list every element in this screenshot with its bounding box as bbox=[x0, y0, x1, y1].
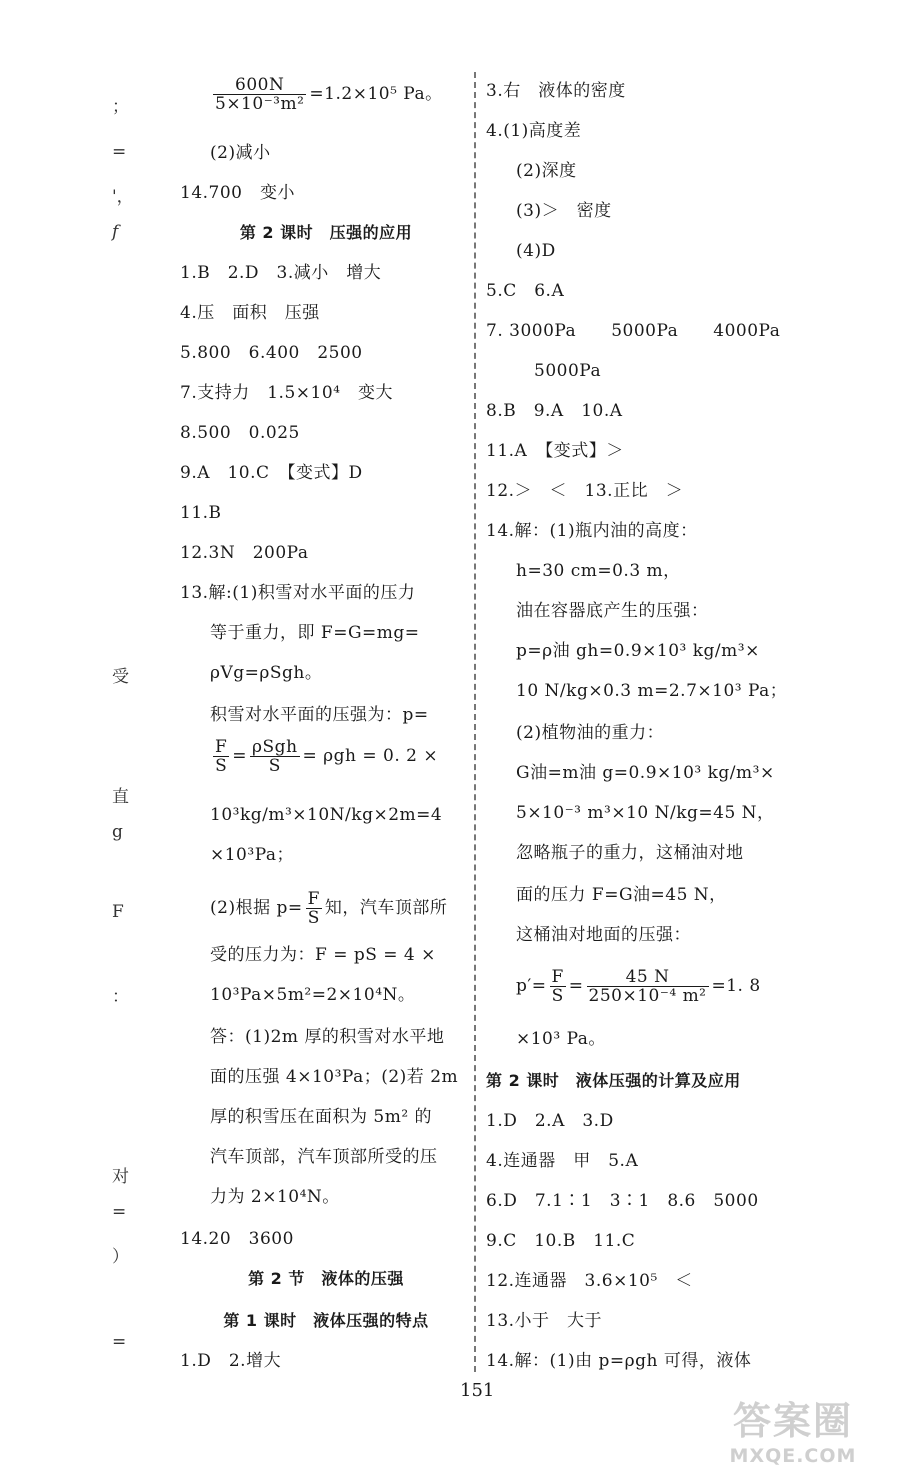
answer-line: $\frac{600N}{\text{5×10⁻³m²}}$ =1.2×10⁵ Pa。 bbox=[215, 75, 443, 114]
margin-fragment: g bbox=[112, 822, 123, 842]
answer-line: 1.B 2.D 3.减小 增大 bbox=[180, 263, 382, 283]
answer-line: 14.700 变小 bbox=[180, 183, 295, 203]
answer-line: 14.20 3600 bbox=[180, 1229, 294, 1249]
answer-line: (4)D bbox=[516, 241, 556, 261]
answer-line: 4.压 面积 压强 bbox=[180, 303, 320, 323]
answer-line: 11.A 【变式】＞ bbox=[486, 441, 624, 461]
fraction: $\frac{F}{S}$ bbox=[215, 737, 228, 776]
answer-line: h=30 cm=0.3 m， bbox=[516, 561, 681, 581]
answer-line: 14.解：(1)由 p=ρgh 可得，液体 bbox=[486, 1351, 752, 1371]
answer-line: 等于重力，即 F=G=mg= bbox=[210, 623, 420, 643]
margin-fragment: = bbox=[112, 142, 127, 162]
answer-line: p=ρ油 gh=0.9×10³ kg/m³× bbox=[516, 641, 760, 661]
answer-line: 3.右 液体的密度 bbox=[486, 81, 626, 101]
answer-line: 8.500 0.025 bbox=[180, 423, 300, 443]
answer-line: 油在容器底产生的压强： bbox=[516, 601, 709, 621]
answer-line: 11.B bbox=[180, 503, 222, 523]
answer-line: 4.(1)高度差 bbox=[486, 121, 582, 141]
section-heading: 第 2 课时 压强的应用 bbox=[239, 223, 413, 242]
answer-line: 面的压力 F=G油=45 N， bbox=[516, 885, 727, 905]
margin-fragment: = bbox=[112, 1202, 127, 1222]
margin-fragment: '， bbox=[112, 187, 134, 207]
answer-line: 7. 3000Pa 5000Pa 4000Pa bbox=[486, 321, 781, 341]
answer-line: 9.A 10.C 【变式】D bbox=[180, 463, 363, 483]
fraction: $\frac{600N}{\text{5×10⁻³m²}}$ bbox=[215, 75, 305, 114]
answer-line: ×10³ Pa。 bbox=[516, 1029, 606, 1049]
answer-line: 受的压力为：F = pS = 4 × bbox=[210, 945, 436, 965]
fraction: $\frac{\text{ρSgh}}{S}$ bbox=[252, 737, 298, 776]
answer-line: 汽车顶部，汽车顶部所受的压 bbox=[210, 1147, 438, 1167]
answer-line: 12.＞ ＜ 13.正比 ＞ bbox=[486, 481, 684, 501]
answer-line: 8.B 9.A 10.A bbox=[486, 401, 623, 421]
answer-line: 厚的积雪压在面积为 5m² 的 bbox=[210, 1107, 433, 1127]
page-number: 151 bbox=[460, 1380, 495, 1401]
answer-line: 5000Pa bbox=[534, 361, 602, 381]
answer-line: 1.D 2.增大 bbox=[180, 1351, 282, 1371]
fraction: $\frac{45 N}{\text{250×10⁻⁴ m²}}$ bbox=[588, 967, 707, 1006]
section-heading: 第 2 节 液体的压强 bbox=[248, 1269, 404, 1288]
fraction: $\frac{F}{S}$ bbox=[307, 889, 320, 928]
watermark-url: MXQE.COM bbox=[729, 1445, 857, 1467]
margin-fragment: = bbox=[112, 1332, 127, 1352]
answer-line: (2)减小 bbox=[210, 143, 271, 163]
answer-line: 10³kg/m³×10N/kg×2m=4 bbox=[210, 805, 443, 825]
fraction: $\frac{F}{S}$ bbox=[551, 967, 564, 1006]
answer-line: p′= $\frac{F}{S}$ = $\frac{45 N}{\text{250×10⁻⁴ m²}}$ =1. 8 bbox=[516, 967, 761, 1006]
answer-line: 12.3N 200Pa bbox=[180, 543, 309, 563]
watermark-logo bbox=[708, 1390, 878, 1470]
answer-line: 这桶油对地面的压强： bbox=[516, 925, 691, 945]
answer-line: (2)植物油的重力： bbox=[516, 723, 665, 743]
section-heading: 第 1 课时 液体压强的特点 bbox=[223, 1311, 429, 1330]
answer-line: 面的压强 4×10³Pa；(2)若 2m bbox=[210, 1067, 459, 1087]
answer-line: 积雪对水平面的压强为：p= bbox=[210, 705, 429, 725]
answer-line: 5.C 6.A bbox=[486, 281, 565, 301]
answer-line: 5.800 6.400 2500 bbox=[180, 343, 363, 363]
margin-fragment: 对 bbox=[112, 1167, 129, 1187]
answer-line: (2)深度 bbox=[516, 161, 577, 181]
margin-fragment: 直 bbox=[112, 787, 129, 807]
margin-fragment: ： bbox=[112, 987, 129, 1007]
answer-line: 5×10⁻³ m³×10 N/kg=45 N， bbox=[516, 803, 775, 823]
answer-line: 7.支持力 1.5×10⁴ 变大 bbox=[180, 383, 393, 403]
answer-line: 力为 2×10⁴N。 bbox=[210, 1187, 340, 1207]
margin-fragment: f bbox=[112, 222, 119, 242]
answer-line: ×10³Pa； bbox=[210, 845, 295, 865]
section-heading: 第 2 课时 液体压强的计算及应用 bbox=[486, 1071, 741, 1090]
margin-fragment: 受 bbox=[112, 667, 129, 687]
answer-line: 忽略瓶子的重力，这桶油对地 bbox=[516, 843, 744, 863]
margin-fragment: F bbox=[112, 902, 124, 922]
answer-line: 9.C 10.B 11.C bbox=[486, 1231, 636, 1251]
answer-line: 13.小于 大于 bbox=[486, 1311, 603, 1331]
answer-line: 6.D 7.1∶1 3∶1 8.6 5000 bbox=[486, 1191, 759, 1211]
answer-line: 10³Pa×5m²=2×10⁴N。 bbox=[210, 985, 416, 1005]
answer-line: G油=m油 g=0.9×10³ kg/m³× bbox=[516, 763, 775, 783]
answer-line: (2)根据 p= $\frac{F}{S}$ 知，汽车顶部所 bbox=[210, 889, 448, 928]
watermark-text: 答案圈 bbox=[732, 1399, 853, 1443]
answer-line: 14.解：(1)瓶内油的高度： bbox=[486, 521, 698, 541]
answer-line: 10 N/kg×0.3 m=2.7×10³ Pa； bbox=[516, 681, 788, 701]
column-divider bbox=[474, 72, 476, 1372]
answer-line: 13.解:(1)积雪对水平面的压力 bbox=[180, 583, 416, 603]
answer-line: $\frac{F}{S}$ = $\frac{\text{ρSgh}}{S}$ = ρgh = 0. 2 × bbox=[215, 737, 439, 776]
answer-line: 答：(1)2m 厚的积雪对水平地 bbox=[210, 1027, 445, 1047]
margin-fragment: ； bbox=[112, 97, 129, 117]
answer-line: (3)＞ 密度 bbox=[516, 201, 612, 221]
answer-line: 4.连通器 甲 5.A bbox=[486, 1151, 639, 1171]
margin-fragment: ） bbox=[112, 1247, 129, 1267]
answer-line: 12.连通器 3.6×10⁵ ＜ bbox=[486, 1271, 693, 1291]
answer-line: ρVg=ρSgh。 bbox=[210, 663, 323, 683]
answer-line: 1.D 2.A 3.D bbox=[486, 1111, 614, 1131]
